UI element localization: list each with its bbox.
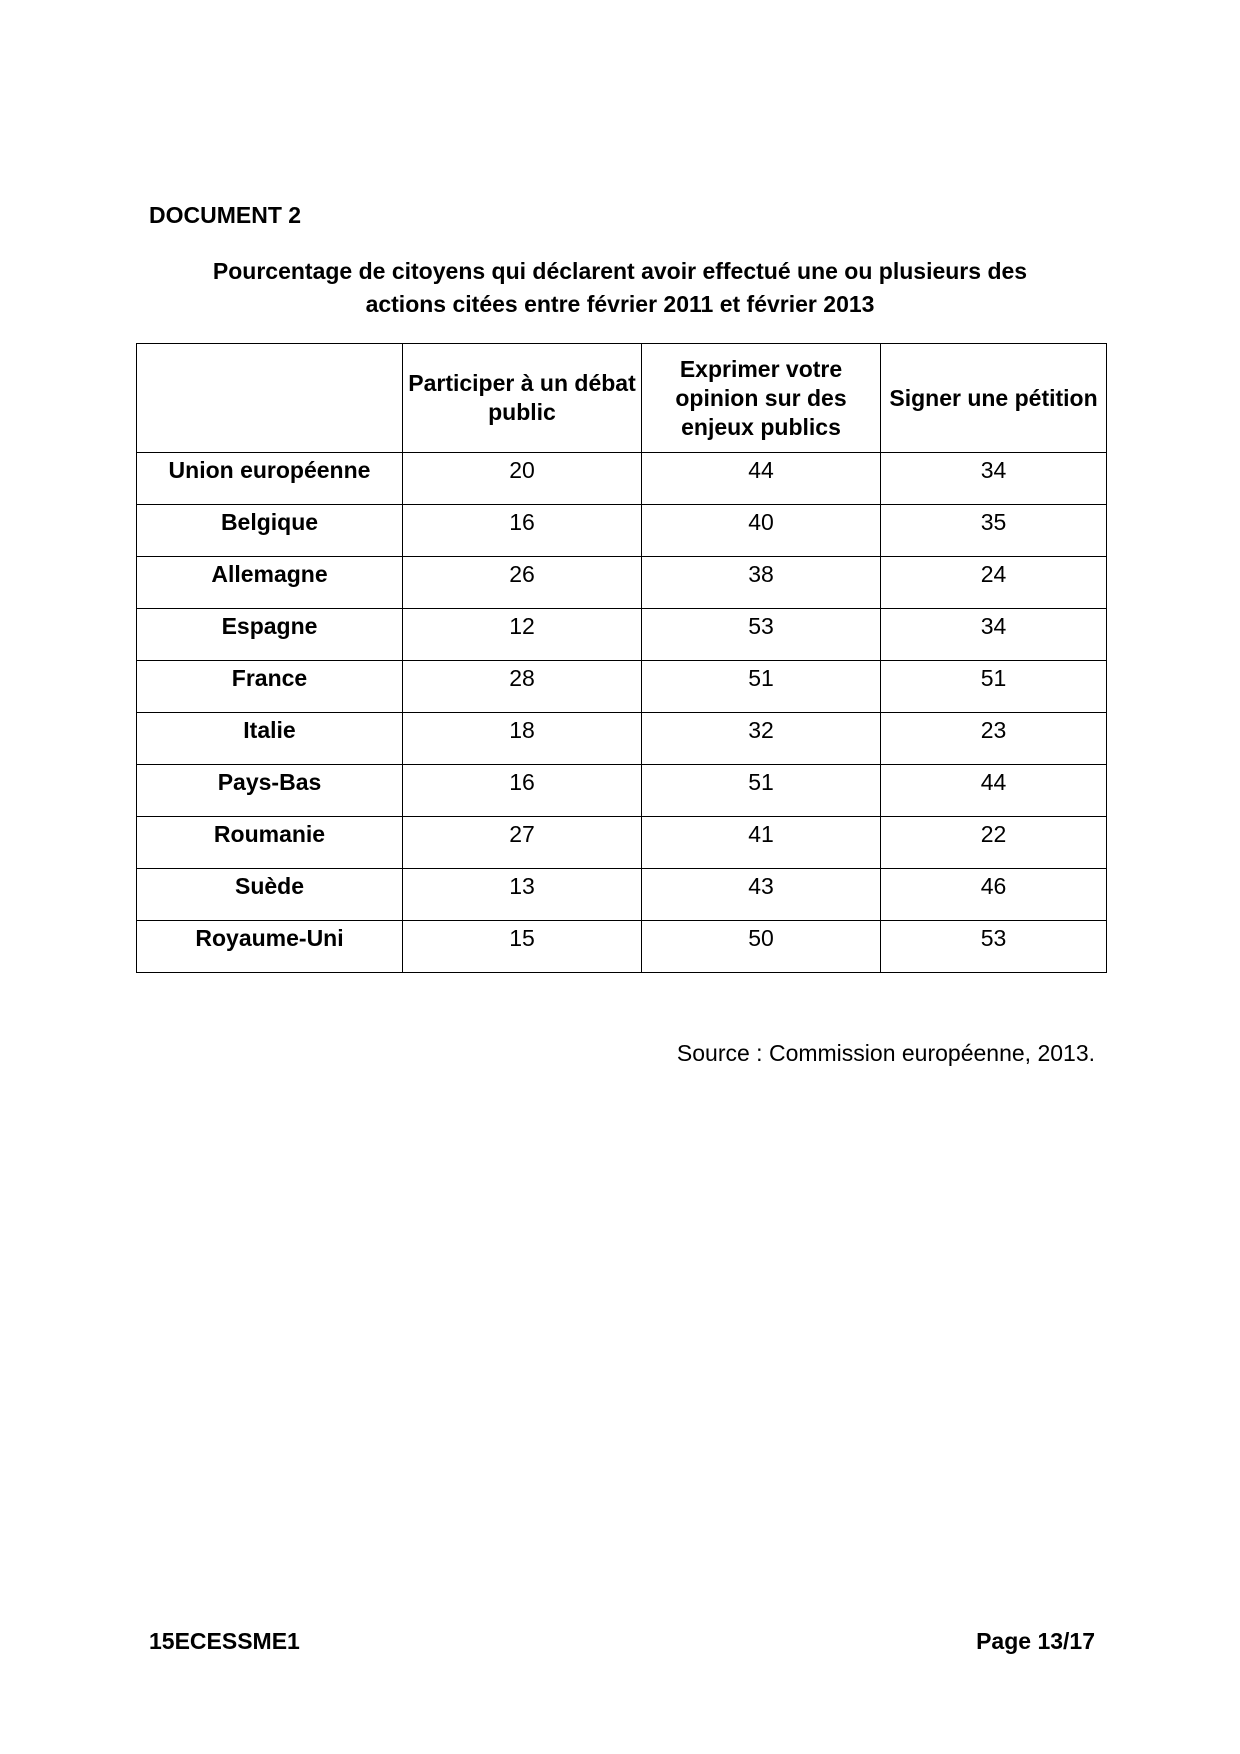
- data-table: [136, 343, 1107, 973]
- country-cell: Espagne: [137, 609, 403, 661]
- country-cell: Belgique: [137, 505, 403, 557]
- value-cell: 53: [642, 609, 881, 661]
- country-cell: Italie: [137, 713, 403, 765]
- country-cell: Allemagne: [137, 557, 403, 609]
- table-row: [137, 713, 1107, 765]
- country-cell: Union européenne: [137, 453, 403, 505]
- header-empty: [137, 344, 403, 453]
- value-cell: 40: [642, 505, 881, 557]
- value-cell: 15: [403, 921, 642, 973]
- value-cell: 22: [881, 817, 1107, 869]
- source-note: Source : Commission européenne, 2013.: [676, 1040, 1095, 1066]
- value-cell: 35: [881, 505, 1107, 557]
- header-row: [137, 344, 1107, 453]
- value-cell: 41: [642, 817, 881, 869]
- document-label: DOCUMENT 2: [149, 202, 302, 228]
- value-cell: 51: [881, 661, 1107, 713]
- header-exprimer-opinion: Exprimer votre opinion sur des enjeux publics: [642, 344, 881, 453]
- value-cell: 27: [403, 817, 642, 869]
- value-cell: 18: [403, 713, 642, 765]
- country-cell: Suède: [137, 869, 403, 921]
- value-cell: 38: [642, 557, 881, 609]
- value-cell: 26: [403, 557, 642, 609]
- country-cell: Pays-Bas: [137, 765, 403, 817]
- value-cell: 34: [881, 609, 1107, 661]
- value-cell: 34: [881, 453, 1107, 505]
- footer-page-number: Page 13/17: [976, 1628, 1095, 1654]
- value-cell: 46: [881, 869, 1107, 921]
- value-cell: 24: [881, 557, 1107, 609]
- table-row: [137, 557, 1107, 609]
- value-cell: 23: [881, 713, 1107, 765]
- header-debat-public: Participer à un débat public: [403, 344, 642, 453]
- title-line-2: actions citées entre février 2011 et février 2013: [365, 291, 875, 317]
- value-cell: 51: [642, 661, 881, 713]
- value-cell: 16: [403, 765, 642, 817]
- country-cell: France: [137, 661, 403, 713]
- title-line-1: Pourcentage de citoyens qui déclarent avoir effectué une ou plusieurs des: [212, 258, 1028, 284]
- value-cell: 50: [642, 921, 881, 973]
- table-row: [137, 817, 1107, 869]
- value-cell: 43: [642, 869, 881, 921]
- value-cell: 32: [642, 713, 881, 765]
- table-row: [137, 453, 1107, 505]
- footer-code: 15ECESSME1: [149, 1628, 300, 1654]
- value-cell: 44: [642, 453, 881, 505]
- country-cell: Royaume-Uni: [137, 921, 403, 973]
- table-row: [137, 921, 1107, 973]
- value-cell: 16: [403, 505, 642, 557]
- table-row: [137, 609, 1107, 661]
- header-signer-petition: Signer une pétition: [881, 344, 1107, 453]
- table-row: [137, 765, 1107, 817]
- table-row: [137, 869, 1107, 921]
- table-title: [135, 255, 1105, 321]
- table-row: [137, 661, 1107, 713]
- value-cell: 44: [881, 765, 1107, 817]
- value-cell: 53: [881, 921, 1107, 973]
- value-cell: 12: [403, 609, 642, 661]
- value-cell: 13: [403, 869, 642, 921]
- value-cell: 51: [642, 765, 881, 817]
- table-row: [137, 505, 1107, 557]
- value-cell: 20: [403, 453, 642, 505]
- value-cell: 28: [403, 661, 642, 713]
- country-cell: Roumanie: [137, 817, 403, 869]
